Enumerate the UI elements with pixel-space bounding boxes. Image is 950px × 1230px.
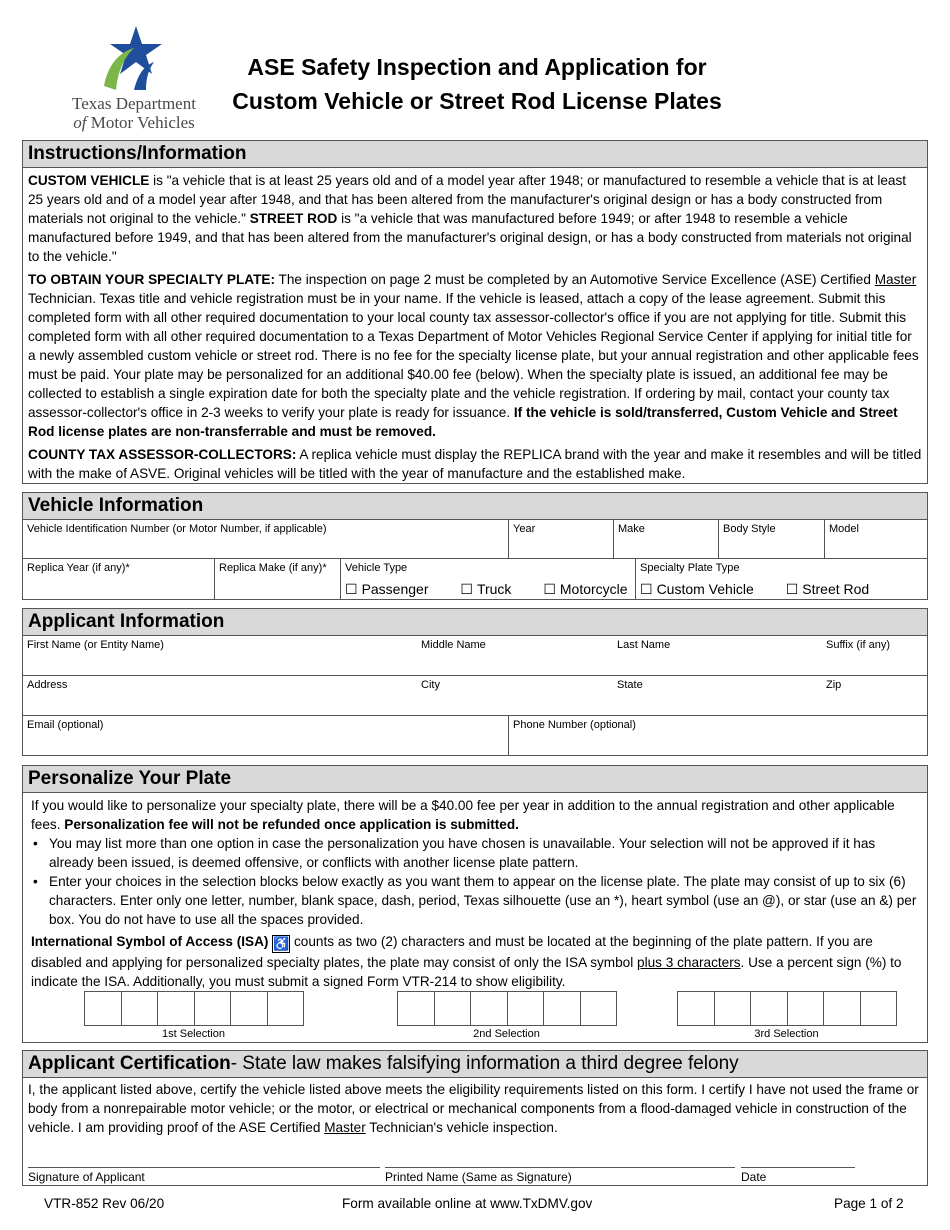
suffix-label: Suffix (if any) <box>826 639 890 651</box>
address-field[interactable] <box>23 676 417 715</box>
applicant-info-heading: Applicant Information <box>23 609 927 636</box>
model-label: Model <box>829 523 859 535</box>
form-header <box>22 20 928 138</box>
char-box[interactable] <box>157 991 195 1026</box>
char-box[interactable] <box>121 991 159 1026</box>
zip-label: Zip <box>826 679 842 691</box>
title-line2: Custom Vehicle or Street Rod License Plates <box>232 88 722 114</box>
street-rod-term: STREET ROD <box>249 211 338 226</box>
specialty-plate-type-field <box>636 559 927 600</box>
street-rod-definition: is "a vehicle that was manufactured before 1949; or after 1948 to resemble a vehicle manufactured before 1949, and that has been altered from the manufacturer's original design, or has a body constructed from materials not original to the vehicle." <box>28 211 912 264</box>
char-box[interactable] <box>543 991 581 1026</box>
isa-paragraph <box>31 932 919 991</box>
checkbox-icon: ☐ <box>543 581 556 597</box>
signature-label: Signature of Applicant <box>28 1170 145 1184</box>
plate-type-label: Specialty Plate Type <box>640 562 740 574</box>
char-box[interactable] <box>84 991 122 1026</box>
checkbox-custom-vehicle[interactable] <box>640 581 768 597</box>
middle-name-field[interactable] <box>417 636 613 675</box>
char-box[interactable] <box>434 991 472 1026</box>
char-box[interactable] <box>714 991 752 1026</box>
title-line1: ASE Safety Inspection and Application for <box>247 54 707 80</box>
zip-field[interactable] <box>822 676 927 715</box>
instructions-heading: Instructions/Information <box>23 141 927 168</box>
date-field[interactable] <box>741 1167 855 1184</box>
instructions-tax-collectors <box>28 445 922 483</box>
printed-name-label: Printed Name (Same as Signature) <box>385 1170 572 1184</box>
char-box[interactable] <box>397 991 435 1026</box>
certification-master: Master <box>324 1120 366 1135</box>
middle-name-label: Middle Name <box>421 639 486 651</box>
printed-name-field[interactable] <box>385 1167 735 1184</box>
non-transferrable-notice: If the vehicle is sold/transferred, Custom Vehicle and Street Rod license plates are non-transferrable and must be removed. <box>28 405 898 439</box>
logo-line2-of: of <box>73 113 87 132</box>
city-field[interactable] <box>417 676 613 715</box>
form-title <box>212 50 742 118</box>
address-label: Address <box>27 679 68 691</box>
online-notice: Form available online at www.TxDMV.gov <box>342 1196 593 1211</box>
year-label: Year <box>513 523 536 535</box>
email-label: Email (optional) <box>27 719 104 731</box>
replica-make-field[interactable] <box>215 559 341 600</box>
char-box[interactable] <box>470 991 508 1026</box>
custom-vehicle-term: CUSTOM VEHICLE <box>28 173 150 188</box>
star-swoosh-icon <box>84 24 184 96</box>
isa-underlined: plus 3 characters <box>637 955 741 970</box>
personalize-intro-text: If you would like to personalize your specialty plate, there will be a $40.00 fee per year in addition to the annual registration and other applicable fees. <box>31 798 895 832</box>
certification-text <box>23 1078 927 1139</box>
replica-year-label: Replica Year (if any)* <box>27 562 130 574</box>
date-label: Date <box>741 1170 767 1184</box>
selection-label: 3rd Selection <box>754 1028 819 1040</box>
vehicle-info-heading: Vehicle Information <box>23 493 927 520</box>
isa-text2: . Use a percent sign (%) to indicate the ISA. Additionally, you must submit a signed Form VTR-214 to show eligibility. <box>31 955 902 989</box>
street-rod-label: Street Rod <box>802 581 870 597</box>
char-box[interactable] <box>823 991 861 1026</box>
char-box[interactable] <box>787 991 825 1026</box>
logo-line1: Texas Department <box>72 94 196 113</box>
list-item: • You may list more than one option in case the personalization you have chosen is unavailable. Your selection will not be approved if it has already been issued, is deemed offensive, or conflicts with another license plate pattern. <box>31 834 919 872</box>
certification-heading <box>23 1051 927 1078</box>
checkbox-street-rod[interactable] <box>786 581 884 597</box>
replica-year-field[interactable] <box>23 559 215 600</box>
custom-vehicle-definition: is "a vehicle that is at least 25 years old and of a model year after 1948; or manufactured to resemble a vehicle that is at least 25 years old and of a model year after 1948, and that has been altered from the manufacturer's original design or has a body constructed from materials not original to the vehicle." <box>28 173 907 226</box>
selection-label: 2nd Selection <box>473 1028 540 1040</box>
first-name-label: First Name (or Entity Name) <box>27 639 164 651</box>
replica-make-label: Replica Make (if any)* <box>219 562 327 574</box>
passenger-label: Passenger <box>361 581 429 597</box>
page-number: Page 1 of 2 <box>834 1196 904 1211</box>
certification-heading-rest: - State law makes falsifying information a third degree felony <box>230 1053 739 1074</box>
last-name-label: Last Name <box>617 639 671 651</box>
make-field[interactable] <box>614 520 719 558</box>
personalize-plate-heading: Personalize Your Plate <box>23 766 927 793</box>
no-refund-notice: Personalization fee will not be refunded once application is submitted. <box>64 817 519 832</box>
last-name-field[interactable] <box>613 636 822 675</box>
first-name-field[interactable] <box>23 636 417 675</box>
char-box[interactable] <box>677 991 715 1026</box>
instructions-obtain-plate <box>28 270 922 441</box>
vehicle-type-label: Vehicle Type <box>345 562 408 574</box>
vin-field[interactable] <box>23 520 509 558</box>
vehicle-type-field <box>341 559 636 600</box>
selection-1 <box>84 991 303 1040</box>
logo-line2-rest: Motor Vehicles <box>90 113 195 132</box>
logo-text <box>54 94 214 132</box>
selection-2 <box>397 991 616 1040</box>
master-underlined: Master <box>874 272 917 287</box>
checkbox-icon: ☐ <box>785 581 799 597</box>
state-label: State <box>617 679 643 691</box>
model-field[interactable] <box>825 520 927 558</box>
isa-text1: counts as two (2) characters and must be located at the beginning of the plate pattern. If you are disabled and applying for personalized specialty plates, the plate may consist of only the ISA symbol <box>31 934 873 970</box>
checkbox-icon: ☐ <box>345 581 358 597</box>
body-style-label: Body Style <box>723 523 776 535</box>
instructions-definitions <box>28 171 922 266</box>
vehicle-info-section <box>22 492 928 600</box>
make-label: Make <box>618 523 645 535</box>
certification-heading-bold: Applicant Certification <box>28 1053 231 1074</box>
signature-field[interactable] <box>28 1167 380 1184</box>
char-box[interactable] <box>267 991 305 1026</box>
certification-text2: Technician's vehicle inspection. <box>365 1120 558 1135</box>
checkbox-icon: ☐ <box>460 581 473 597</box>
tax-collectors-heading: COUNTY TAX ASSESSOR-COLLECTORS: <box>28 447 297 462</box>
char-box[interactable] <box>580 991 618 1026</box>
custom-vehicle-label: Custom Vehicle <box>656 581 754 597</box>
personalize-plate-section <box>22 765 928 1043</box>
email-field[interactable] <box>23 716 509 756</box>
selection-3 <box>677 991 896 1040</box>
instructions-section <box>22 140 928 484</box>
wheelchair-icon: ♿ <box>273 936 290 951</box>
phone-field[interactable] <box>509 716 927 756</box>
list-item: • Enter your choices in the selection blocks below exactly as you want them to appear on the license plate. The plate may consist of up to six (6) characters. Enter only one letter, number, blank space, dash, period, Texas silhouette (use an *), heart symbol (use an @), or star (use an &) per box. You do not have to use all the spaces provided. <box>31 872 919 929</box>
tax-collectors-text: A replica vehicle must display the REPLICA brand with the year and make it resembles and will be titled with the make of ASVE. Original vehicles will be titled with the year of manufacture and the established make. <box>28 447 922 481</box>
suffix-field[interactable] <box>822 636 927 675</box>
checkbox-icon: ☐ <box>640 581 653 597</box>
checkbox-passenger[interactable] <box>345 581 443 597</box>
char-box[interactable] <box>194 991 232 1026</box>
state-field[interactable] <box>613 676 822 715</box>
truck-label: Truck <box>476 581 512 597</box>
selection-label: 1st Selection <box>162 1028 225 1040</box>
char-box[interactable] <box>750 991 788 1026</box>
obtain-plate-text1: The inspection on page 2 must be completed by an Automotive Service Excellence (ASE) Certified <box>274 272 875 287</box>
body-style-field[interactable] <box>719 520 825 558</box>
obtain-plate-text2: Technician. Texas title and vehicle registration must be in your name. If the vehicle is leased, attach a copy of the lease agreement. Submit this completed form with all other required documentation to your local county tax assessor-collector's office if you are not applying for title. Submit this completed form with all other required documentation to a Texas Department of Motor Vehicles Regional Service Center if applying for initial title for a newly assembled custom vehicle or street rod. There is no fee for the specialty license plate, but your annual registration and other applicable fees must be paid. Your plate may be personalized for an additional $40.00 fee (below). When the specialty plate is issued, an additional fee may be collected to establish a single expiration date for both the specialty plate and the vehicle registration. If ordering by mail, contact your county tax assessor-collector's office in 2-3 weeks to verify your plate is ready for issuance. <box>28 291 919 420</box>
char-box[interactable] <box>507 991 545 1026</box>
obtain-plate-heading: TO OBTAIN YOUR SPECIALTY PLATE: <box>28 272 275 287</box>
vin-label: Vehicle Identification Number (or Motor Number, if applicable) <box>27 523 327 535</box>
certification-section <box>22 1050 928 1186</box>
char-box[interactable] <box>230 991 268 1026</box>
form-id: VTR-852 Rev 06/20 <box>44 1196 165 1211</box>
certification-text1: I, the applicant listed above, certify the vehicle listed above meets the eligibility requirements listed on this form. I certify I have not used the frame or body from a nonrepairable motor vehicle; or the motor, or electrical or mechanical components from a flood-damaged vehicle in construction of the vehicle. I am providing proof of the ASE Certified <box>28 1082 919 1135</box>
applicant-info-section <box>22 608 928 756</box>
year-field[interactable] <box>509 520 614 558</box>
checkbox-motorcycle[interactable] <box>543 581 641 597</box>
checkbox-truck[interactable] <box>460 581 525 597</box>
phone-label: Phone Number (optional) <box>513 719 636 731</box>
char-box[interactable] <box>860 991 898 1026</box>
txdmv-logo <box>54 24 214 136</box>
isa-heading: International Symbol of Access (ISA) <box>31 934 269 949</box>
motorcycle-label: Motorcycle <box>559 581 628 597</box>
city-label: City <box>421 679 440 691</box>
personalize-intro <box>31 796 919 834</box>
